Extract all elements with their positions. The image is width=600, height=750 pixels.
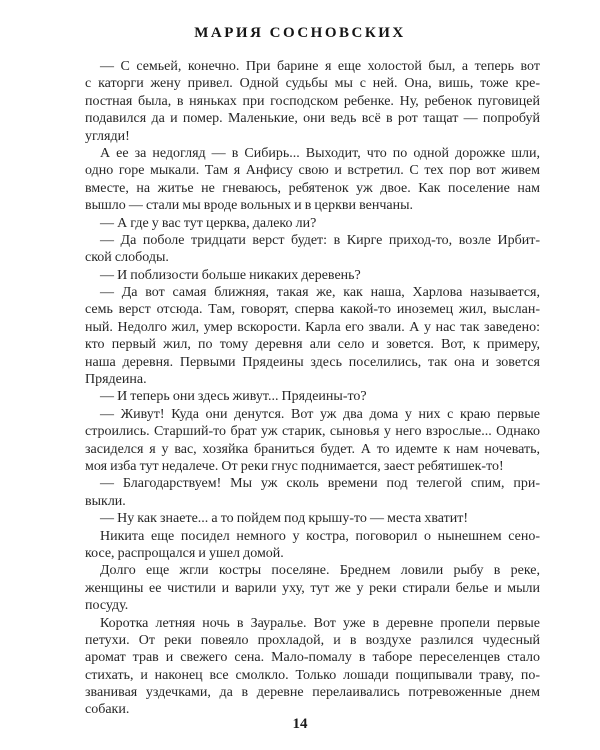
text-line: вышло — стали мы вроде вольных и в церкви венчаны. [85,198,414,214]
text-line: косе, распрощался и ушел домой. [85,545,284,561]
text-line: — Живут! Куда они денутся. Вот уж два дома у них с краю первые [100,406,540,422]
text-line: — А где у вас тут церква, далеко ли? [100,215,317,231]
paragraph [85,145,540,215]
text-line: Коротка летняя ночь в Зауралье. Вот уже в деревне пропели первые [100,615,540,631]
text-line: засиделся я у вас, хозяйка браниться будет. А то идемте к нам ночевать, [85,441,540,457]
text-line: — И поблизости больше никаких деревень? [100,267,361,283]
text-line: выкли. [85,493,126,509]
text-line: Никита еще посидел немного у костра, поговорил о нынешнем сено- [100,528,540,544]
text-line: — Ну как знаете... а то пойдем под крышу-то — места хватит! [100,511,469,527]
text-line: посуду. [85,598,129,614]
text-line: одно горе мыкали. Там я Анфису свою и встретил. С тех пор вот живем [85,163,540,179]
text-line: А ее за недогляд — в Сибирь... Выходит, что по одной дорожке шли, [100,145,540,161]
paragraph [85,267,540,284]
running-head: МАРИЯ СОСНОВСКИХ [194,25,406,41]
paragraph [85,615,540,719]
paragraph [85,284,540,388]
text-line: угляди! [85,128,130,144]
paragraph [85,215,540,232]
text-line: — С семьей, конечно. При барине я еще холостой был, а теперь вот [100,59,540,74]
text-line: с каторги жену привел. Одной судьбы мы с ней. Она, вишь, тоже кре- [85,76,540,92]
paragraph [85,388,540,405]
text-line: — И теперь они здесь живут... Прядеины-то? [100,389,367,405]
paragraph [85,510,540,527]
text-line: ской слободы. [85,250,169,266]
text-line: наша деревня. Первыми Прядеины здесь поселились, так она и зовется [85,354,540,370]
paragraph [85,58,540,145]
text-line: семь верст отсюда. Там, говорят, сперва какой-то иноземец жил, выслан- [85,302,540,318]
text-line: моя изба тут недалече. От реки гнус поднимается, заест ребятишек-то! [85,458,504,474]
text-line: ный. Недолго жил, умер вскорости. Карла его звали. А у нас так заведено: [85,319,540,335]
text-line: строились. Старший-то брат уж старик, сыновья у него взрослые... Однако [85,424,540,440]
text-line: стихать, и наконец все смолкло. Только лошади пощипывали траву, по- [85,667,540,683]
paragraph [85,232,540,267]
text-line: кто первый жил, по тому деревня али село и зовется. Вот, к примеру, [85,337,540,353]
text-block [85,58,540,719]
page-number: 14 [292,716,308,732]
text-line: женщины ее чистили и варили уху, тут же у реки стирали белье и мыли [85,580,540,596]
text-line: — Да поболе тридцати верст будет: в Кирге приход-то, возле Ирбит- [100,232,540,248]
text-line: петухи. От реки повеяло прохладой, и в воздухе разлился чудесный [85,632,540,648]
paragraph [85,562,540,614]
text-line: — Да вот самая ближняя, такая же, как наша, Харлова называется, [100,285,540,301]
text-line: постная была, в няньках при господском ребенке. Ну, ребенок пуговицей [85,93,540,109]
paragraph [85,406,540,476]
text-line: званивая уздечками, да в деревне перелаивались потревоженные днем [85,685,540,701]
text-line: Прядеина. [85,372,147,388]
paragraph [85,475,540,510]
text-line: Долго еще жгли костры поселяне. Бреднем ловили рыбу в реке, [100,563,540,579]
text-line: вместе, на житье не гневаюсь, ребятенок уж двое. Как поселение нам [85,180,540,196]
text-line: аромат трав и свежего сена. Мало-помалу в таборе переселенцев стало [85,650,540,666]
text-line: собаки. [85,702,130,718]
paragraph [85,528,540,563]
text-line: — Благодарствуем! Мы уж сколь времени под телегой спим, при- [100,476,540,492]
text-line: подавился да и помер. Маленькие, они ведь всё в рот тащат — попробуй [85,111,540,127]
